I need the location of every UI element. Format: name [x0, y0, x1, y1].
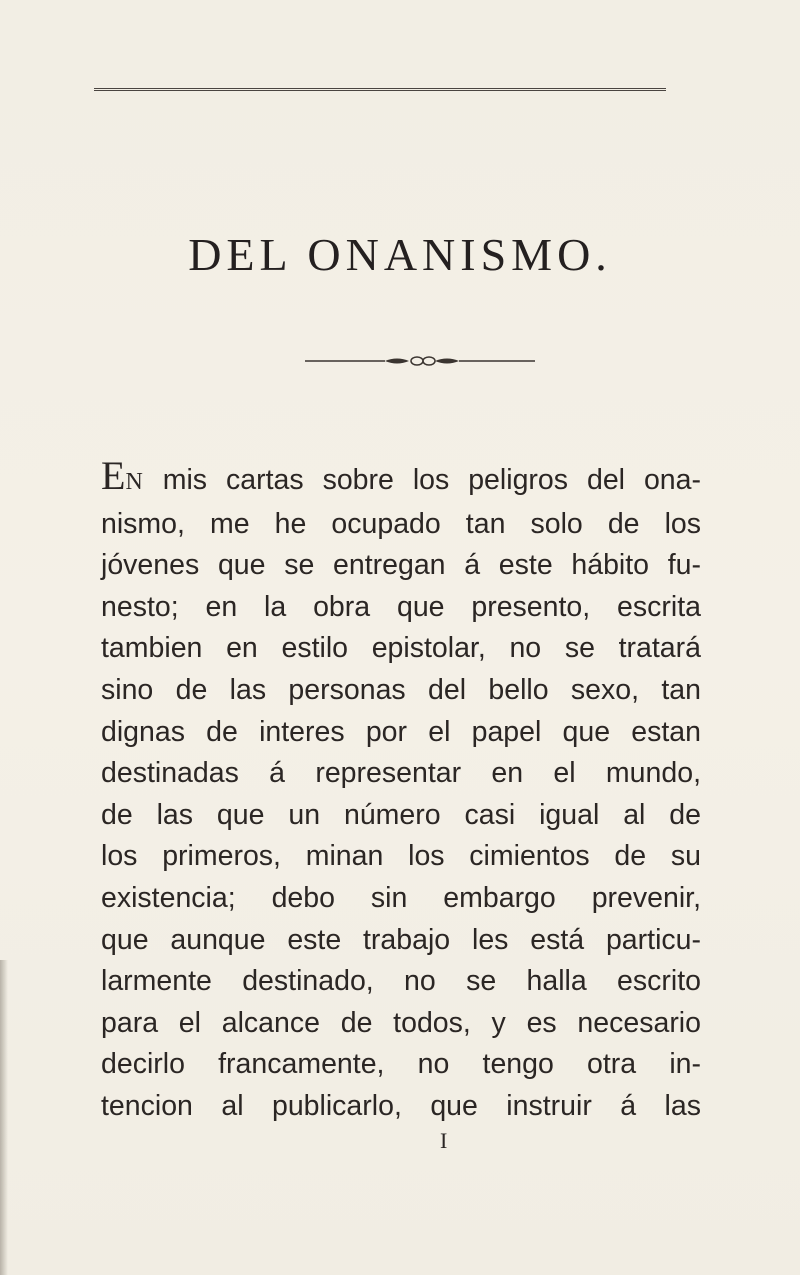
drop-cap: E	[101, 453, 126, 498]
body-paragraph	[101, 453, 701, 1128]
signature-mark: I	[440, 1128, 448, 1153]
text-line-3: jóvenes que se entregan á este hábito fu-	[101, 549, 701, 582]
page-edge-shadow	[0, 960, 8, 1275]
text-line-16: tencion al publicarlo, que instruir á las	[101, 1089, 701, 1122]
text-line-6: sino de las personas del bello sexo, tan	[101, 673, 701, 706]
text-line-14: para el alcance de todos, y es necesario	[101, 1006, 701, 1039]
text-line-9: de las que un número casi igual al de	[101, 798, 701, 831]
top-double-rule	[94, 88, 666, 91]
text-line-13: larmente destinado, no se halla escrito	[101, 965, 701, 998]
text-line-7: dignas de interes por el papel que estan	[101, 715, 701, 748]
ornament-divider	[305, 355, 535, 367]
text-line-12: que aunque este trabajo les está particu-	[101, 923, 701, 956]
text-line-1: EN mis cartas sobre los peligros del ona-	[101, 453, 701, 498]
lead-smallcaps: N	[125, 469, 144, 495]
text-line-11: existencia; debo sin embargo prevenir,	[101, 881, 701, 914]
text-line-4: nesto; en la obra que presento, escrita	[101, 590, 701, 623]
text-line-8: destinadas á representar en el mundo,	[101, 757, 701, 790]
text-line-5: tambien en estilo epistolar, no se tratará	[101, 632, 701, 665]
text-line-15: decirlo francamente, no tengo otra in-	[101, 1048, 701, 1081]
text-line-2: nismo, me he ocupado tan solo de los	[101, 507, 701, 540]
chapter-heading: DEL ONANISMO.	[188, 229, 612, 280]
text-line-10: los primeros, minan los cimientos de su	[101, 840, 701, 873]
